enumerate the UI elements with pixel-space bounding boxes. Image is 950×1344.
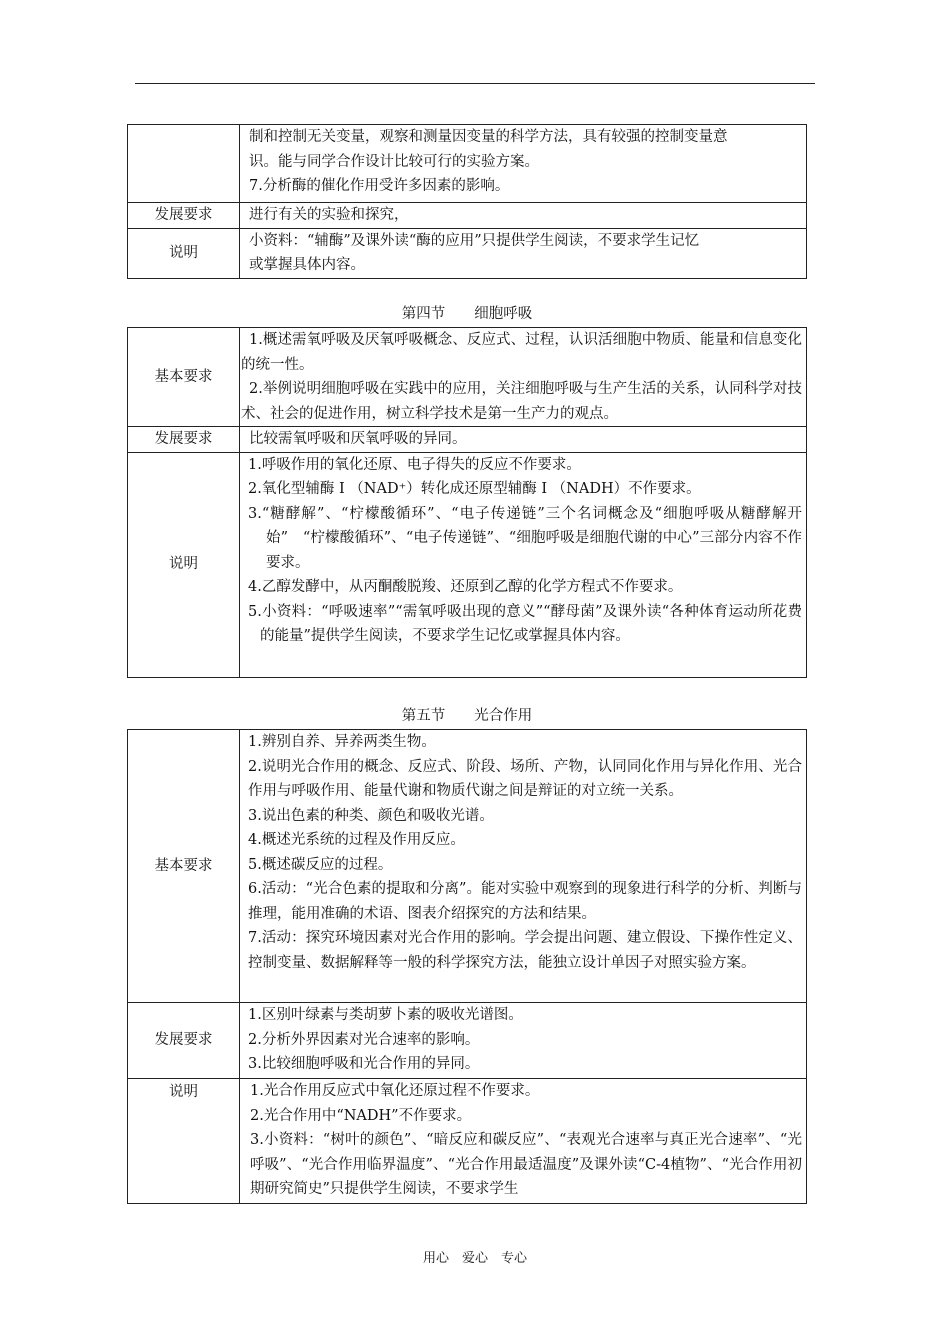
- text-line: 识。能与同学合作设计比较可行的实验方案。: [249, 153, 539, 170]
- row-content: 比较需氧呼吸和厌氧呼吸的异同。: [240, 427, 807, 453]
- list-item: 3.比较细胞呼吸和光合作用的异同。: [248, 1056, 480, 1072]
- row-label-dev: 发展要求: [128, 1003, 240, 1079]
- table-row: [128, 228, 807, 278]
- list-item: 5.小资料：“呼吸速率”“需氧呼吸出现的意义”“酵母菌”及课外读“各种体育运动所花费的能量”提供学生阅读，不要求学生记忆或掌握具体内容。: [248, 603, 802, 644]
- row-content: [240, 730, 807, 1003]
- table-row: [128, 203, 807, 229]
- list-item: 6.活动：“光合色素的提取和分离”。能对实验中观察到的现象进行科学的分析、判断与推理，能用准确的术语、图表介绍探究的方法和结果。: [248, 881, 802, 922]
- row-label-note: 说明: [128, 228, 240, 278]
- text-line: 或掌握具体内容。: [249, 257, 365, 273]
- list-item: 1.区别叶绿素与类胡萝卜素的吸收光谱图。: [248, 1007, 523, 1023]
- page-footer: 用心 爱心 专心: [422, 1251, 527, 1266]
- row-label-basic: 基本要求: [128, 328, 240, 427]
- row-label: [128, 125, 240, 203]
- list-item: 3.“糖酵解”、“柠檬酸循环”、“电子传递链”三个名词概念及“细胞呼吸从糖酵解开始” “柠檬酸循环”、“电子传递链”、“细胞呼吸是细胞代谢的中心”三部分内容不作要求。: [248, 505, 802, 571]
- row-content: [240, 328, 807, 427]
- table-row: [128, 452, 807, 677]
- list-item: 1.概述需氧呼吸及厌氧呼吸概念、反应式、过程，认识活细胞中物质、能量和信息变化的统一性。: [241, 332, 802, 373]
- header-rule: [135, 83, 815, 84]
- text-line: 制和控制无关变量，观察和测量因变量的科学方法，具有较强的控制变量意: [249, 129, 728, 145]
- list-item: 4.概述光系统的过程及作用反应。: [248, 832, 465, 848]
- list-item: 1.辨别自养、异养两类生物。: [248, 734, 436, 750]
- text-line: 小资料：“辅酶”及课外读“酶的应用”只提供学生阅读，不要求学生记忆: [249, 232, 700, 249]
- row-content: [240, 1003, 807, 1079]
- row-content: [240, 125, 807, 203]
- list-item: 7.活动：探究环境因素对光合作用的影响。学会提出问题、建立假设、下操作性定义、控制变量、数据解释等一般的科学探究方法，能独立设计单因子对照实验方案。: [248, 930, 802, 971]
- table-row: [128, 1003, 807, 1079]
- list-item: 2.说明光合作用的概念、反应式、阶段、场所、产物，认同同化作用与异化作用、光合作用与呼吸作用、能量代谢和物质代谢之间是辩证的对立统一关系。: [248, 758, 802, 799]
- row-label-note: 说明: [128, 452, 240, 677]
- section-title: 第四节 细胞呼吸: [401, 306, 533, 322]
- row-label-note: 说明: [128, 1079, 240, 1204]
- table-photosynthesis: [127, 729, 807, 1204]
- list-item: 4.乙醇发酵中，从丙酮酸脱羧、还原到乙醇的化学方程式不作要求。: [248, 579, 683, 595]
- table-cell-respiration: [127, 327, 807, 678]
- table-row: [128, 328, 807, 427]
- list-item: 2.举例说明细胞呼吸在实践中的应用，关注细胞呼吸与生产生活的关系，认同科学对技术、社会的促进作用，树立科学技术是第一生产力的观点。: [241, 381, 802, 422]
- table-row: [128, 427, 807, 453]
- list-item: 2.光合作用中“NADH”不作要求。: [250, 1107, 472, 1124]
- text-line: 7.分析酶的催化作用受许多因素的影响。: [249, 178, 510, 194]
- row-label-dev: 发展要求: [128, 427, 240, 453]
- list-item: 1.光合作用反应式中氧化还原过程不作要求。: [250, 1083, 540, 1099]
- row-content: 进行有关的实验和探究，: [240, 203, 807, 229]
- table-row: [128, 125, 807, 203]
- table-row: [128, 730, 807, 1003]
- list-item: 2.分析外界因素对光合速率的影响。: [248, 1031, 480, 1048]
- list-item: 1.呼吸作用的氧化还原、电子得失的反应不作要求。: [248, 456, 581, 473]
- row-content: [240, 1079, 807, 1204]
- row-label-basic: 基本要求: [128, 730, 240, 1003]
- list-item: 3.说出色素的种类、颜色和吸收光谱。: [248, 807, 494, 824]
- list-item: 5.概述碳反应的过程。: [248, 856, 393, 873]
- section-title: 第五节 光合作用: [401, 708, 533, 724]
- row-content: [240, 452, 807, 677]
- table-enzyme-continued: [127, 124, 807, 279]
- table-row: [128, 1079, 807, 1204]
- row-label-dev: 发展要求: [128, 203, 240, 229]
- list-item: 2.氧化型辅酶 I （NAD⁺）转化成还原型辅酶 I （NADH）不作要求。: [248, 481, 701, 497]
- list-item: 3.小资料：“树叶的颜色”、“暗反应和碳反应”、“表观光合速率与真正光合速率”、“光呼吸”、“光合作用临界温度”、“光合作用最适温度”及课外读“C-4植物”、“光合作用初期研究简史”只提供学生阅读，不要求学生: [250, 1132, 802, 1197]
- row-content: [240, 228, 807, 278]
